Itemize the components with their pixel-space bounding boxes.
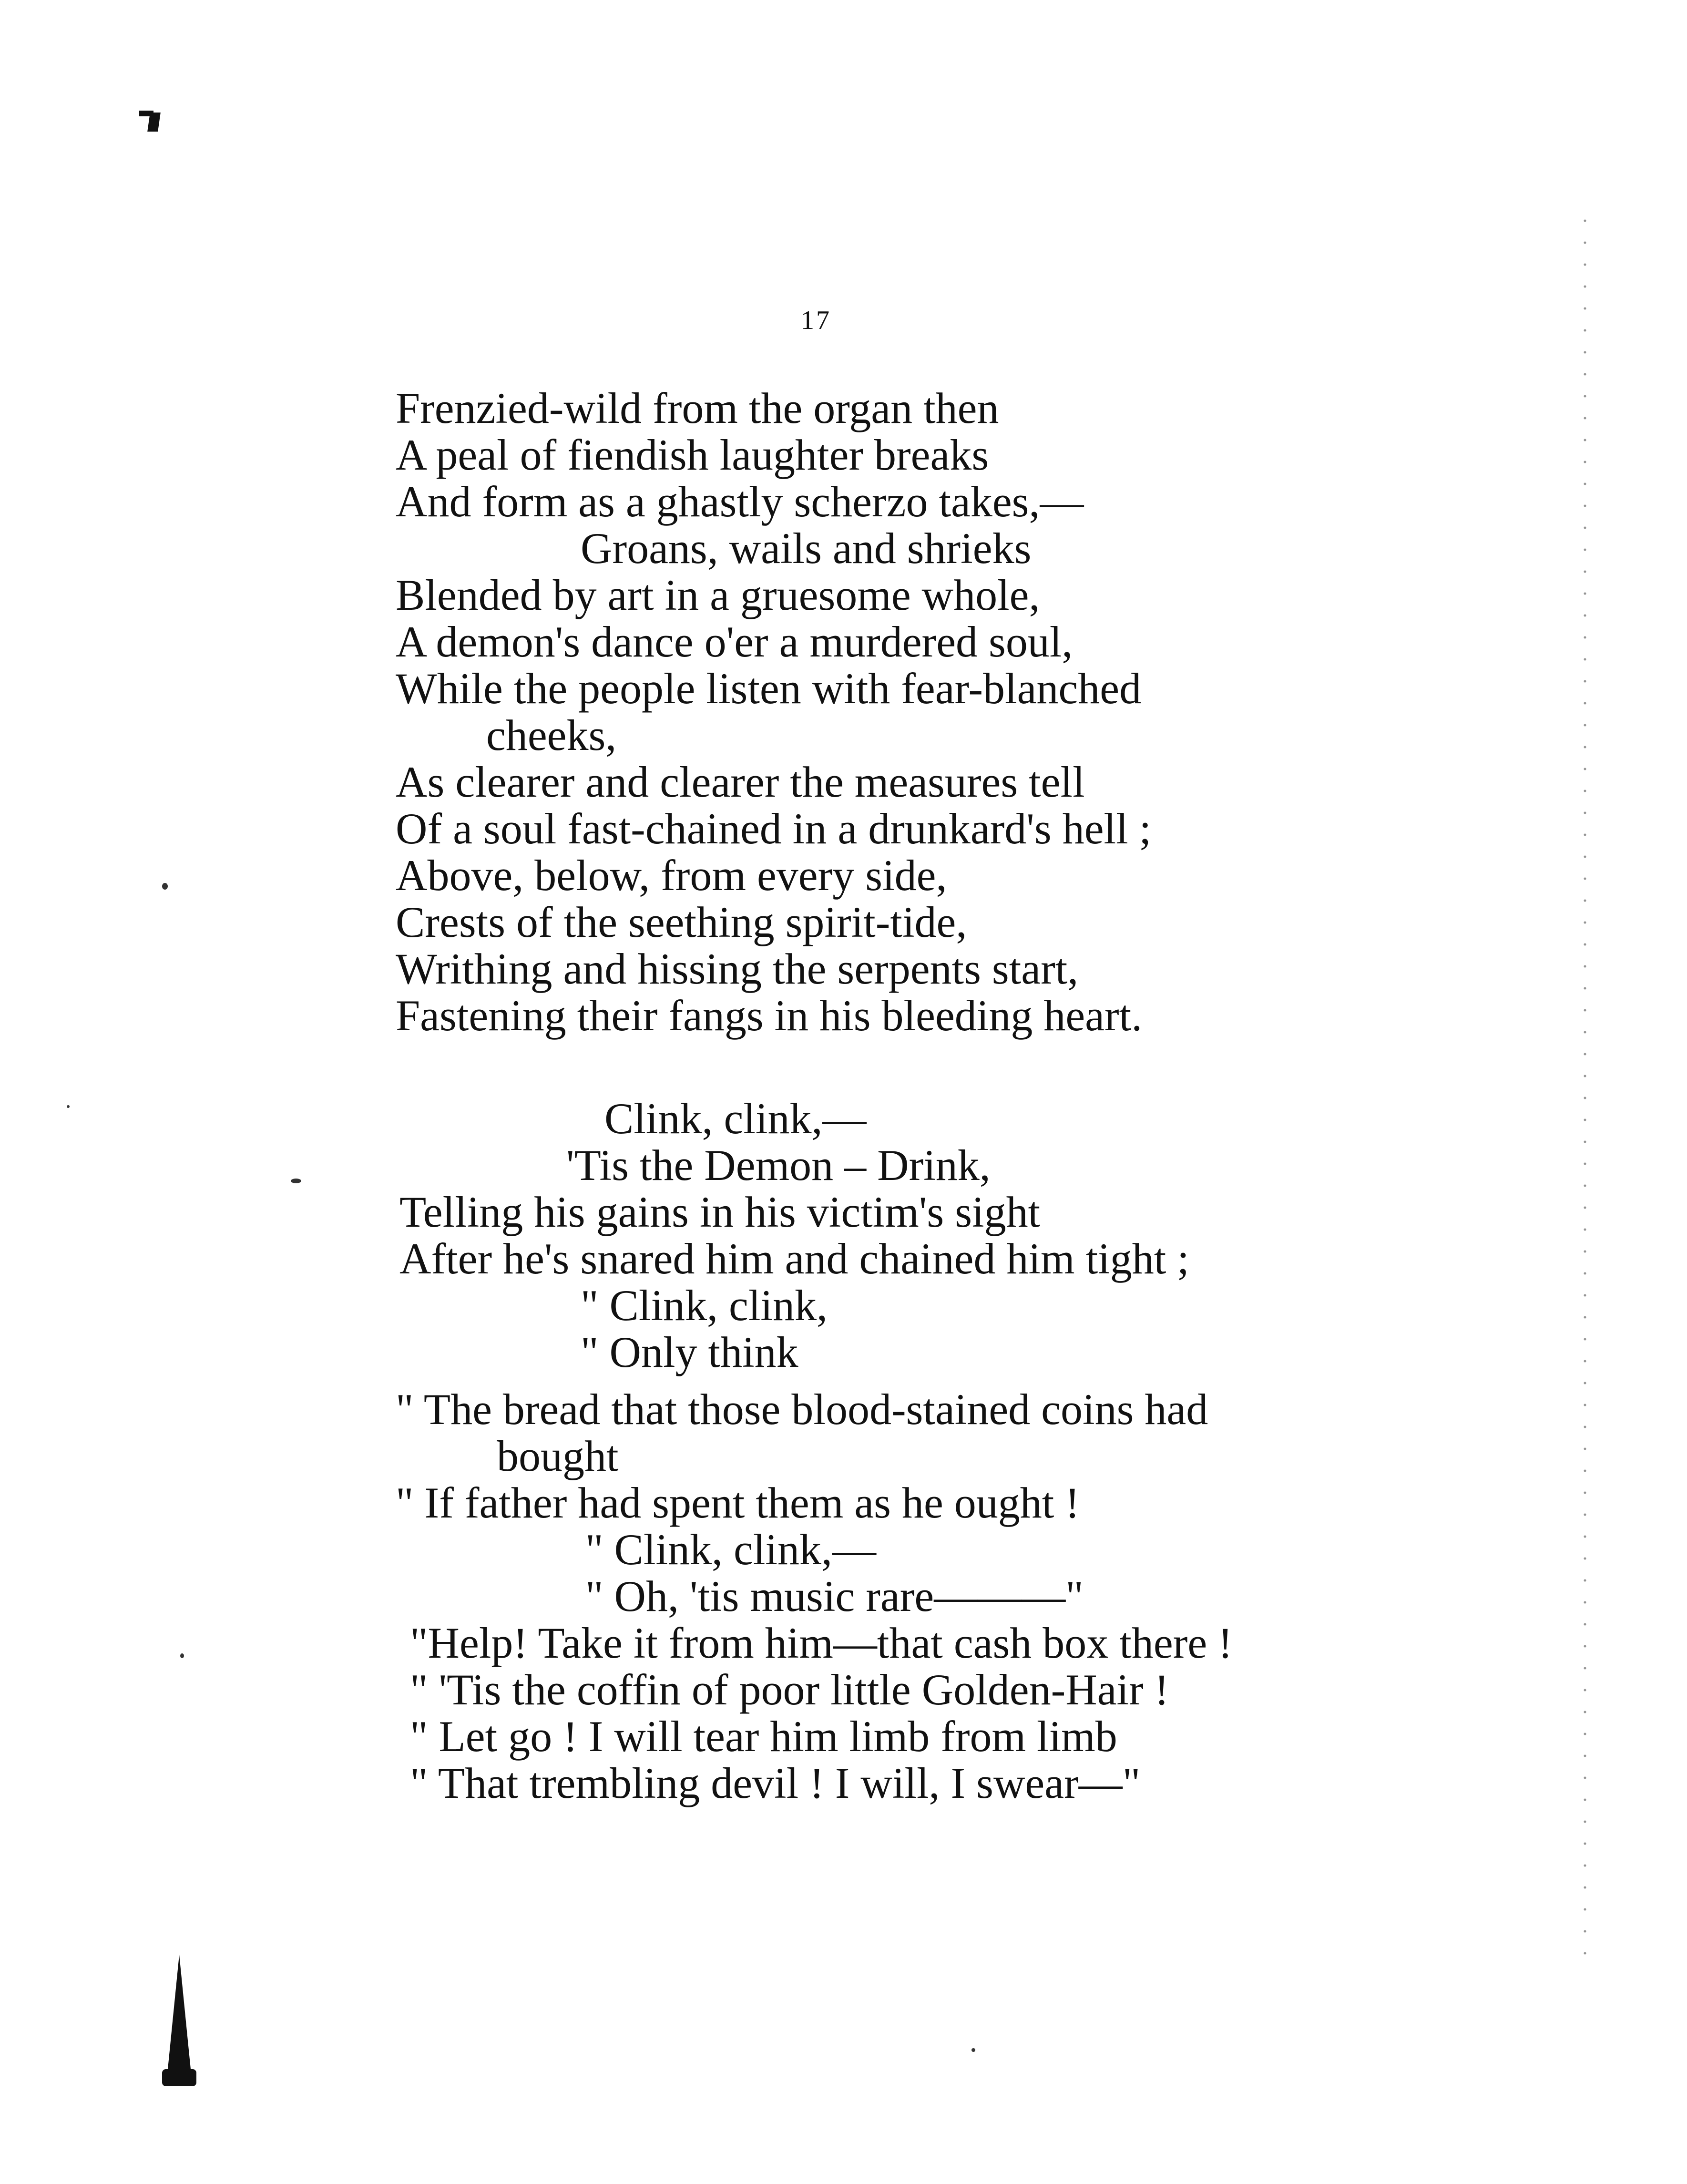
poem-line: While the people listen with fear-blanched [396, 664, 1142, 713]
poem-line: " Clink, clink, [581, 1281, 828, 1330]
poem-line: " 'Tis the coffin of poor little Golden-Hair ! [410, 1665, 1169, 1714]
poem-line: cheeks, [486, 711, 617, 759]
scan-blot [167, 1955, 192, 2079]
poem-line: And form as a ghastly scherzo takes,— [396, 477, 1084, 526]
poem-line: Of a soul fast-chained in a drunkard's hell ; [396, 804, 1152, 853]
poem-line: A peal of fiendish laughter breaks [396, 431, 989, 479]
poem-line: Crests of the seething spirit-tide, [396, 898, 967, 946]
poem-line: " Only think [581, 1328, 798, 1376]
scan-speck [180, 1653, 184, 1658]
poem-line: 'Tis the Demon – Drink, [566, 1141, 991, 1189]
poem-line: " The bread that those blood-stained coins had [396, 1385, 1208, 1434]
scan-speck [291, 1179, 301, 1183]
poem-line: Blended by art in a gruesome whole, [396, 571, 1040, 619]
poem-line: Telling his gains in his victim's sight [399, 1188, 1041, 1236]
page-number: 17 [801, 306, 831, 335]
poem-line: A demon's dance o'er a murdered soul, [396, 617, 1073, 666]
scan-mark [139, 111, 153, 116]
poem-line: Groans, wails and shrieks [581, 524, 1032, 573]
scan-speck [971, 2048, 975, 2052]
poem-line: Writhing and hissing the serpents start, [396, 944, 1079, 993]
poem-line: " Clink, clink,— [585, 1525, 876, 1574]
scan-blot [162, 2069, 196, 2086]
scan-speck [162, 883, 168, 890]
poem-line: " If father had spent them as he ought ! [396, 1478, 1080, 1527]
poem-line: As clearer and clearer the measures tell [396, 758, 1085, 806]
scan-edge-dots [1582, 210, 1588, 1964]
poem-line: Fastening their fangs in his bleeding heart. [396, 991, 1143, 1040]
poem-line: "Help! Take it from him—that cash box there ! [410, 1619, 1233, 1667]
poem-line: After he's snared him and chained him tight ; [399, 1234, 1189, 1283]
poem-line: " Oh, 'tis music rare———" [585, 1572, 1084, 1620]
poem-line: " That trembling devil ! I will, I swear—" [410, 1759, 1141, 1807]
poem-line: bought [497, 1432, 619, 1480]
poem-line: " Let go ! I will tear him limb from limb [410, 1712, 1117, 1761]
poem-line: Frenzied-wild from the organ then [396, 384, 999, 432]
poem-line: Above, below, from every side, [396, 851, 947, 900]
poem-line: Clink, clink,— [604, 1094, 867, 1143]
scan-speck [67, 1105, 70, 1108]
